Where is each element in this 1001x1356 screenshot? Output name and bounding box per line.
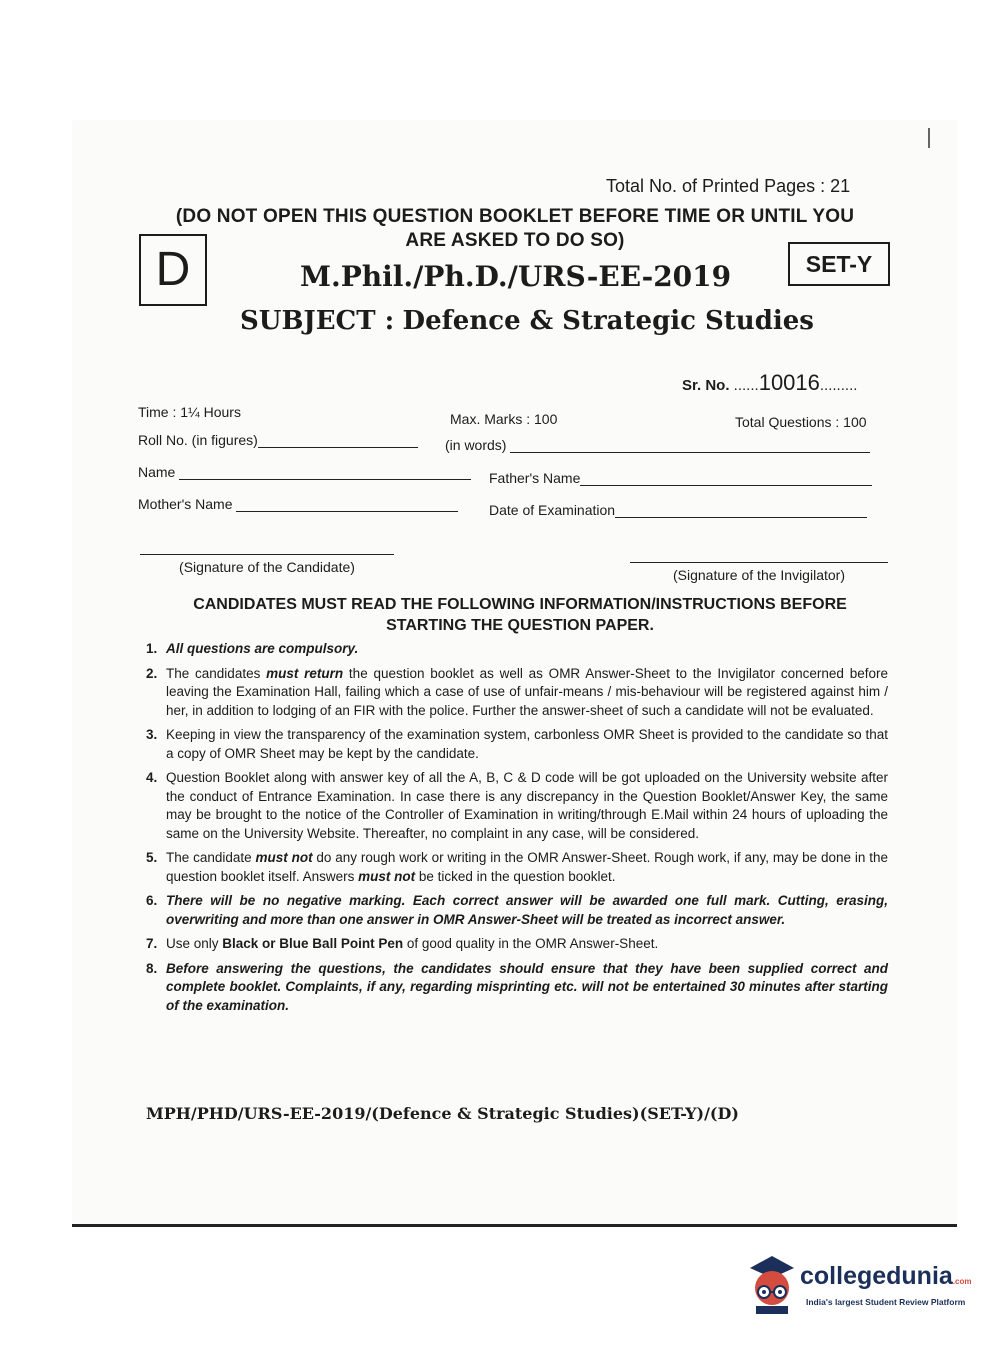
instruction-text: Question Booklet along with answer key of all the A, B, C & D code will be got uploaded on the University website after the conduct of Entrance Examination. In case there is any discrepancy in the Question Booklet/Answer Key, the same may be brought to the notice of the Controller of Examination in writing/through E.Mail within 24 hours of uploading the same on the University Website. Thereafter, no complaint in any case, will be considered. [166, 770, 888, 841]
serial-dots-pre: ...... [729, 377, 759, 394]
instructions-heading [140, 594, 900, 636]
instructions-list [140, 640, 888, 1021]
instruction-number: 2. [146, 665, 158, 681]
serial-dots-post: ......... [819, 377, 858, 394]
name-field[interactable] [138, 464, 471, 480]
roll-figures-label: Roll No. (in figures) [138, 432, 258, 448]
mothers-name-field[interactable] [138, 496, 458, 512]
fathers-name-field[interactable] [489, 470, 872, 486]
instruction-number: 4. [146, 770, 158, 785]
roll-figures-field[interactable] [138, 432, 418, 448]
instructions-heading-line-2: STARTING THE QUESTION PAPER. [386, 617, 654, 634]
instruction-text: The candidates [166, 665, 267, 681]
instruction-item [140, 665, 888, 721]
instruction-number: 5. [146, 850, 158, 865]
fathers-name-line [580, 471, 872, 486]
exam-title: M.Phil./Ph.D./URS-EE-2019 [300, 260, 732, 293]
subject [240, 306, 814, 336]
instruction-text: Before answering the questions, the candidates should ensure that they have been supplied correct and complete booklet. Complaints, if any, regarding misprinting etc. will not be entertained 30 minutes after starting of the examination. [166, 960, 888, 1013]
brand-text: collegedunia [800, 1262, 953, 1290]
brand-name [800, 1262, 971, 1291]
time-allowed: Time : 1¼ Hours [138, 404, 241, 420]
warning-line-1: (DO NOT OPEN THIS QUESTION BOOKLET BEFORE TIME OR UNTIL YOU [175, 206, 855, 227]
instruction-item [140, 849, 888, 886]
instruction-emphasis: Black or Blue Ball Point Pen [222, 936, 404, 951]
mothers-name-label: Mother's Name [138, 496, 233, 512]
instructions-heading-line-1: CANDIDATES MUST READ THE FOLLOWING INFORMATION/INSTRUCTIONS BEFORE [193, 596, 847, 613]
instruction-text: Keeping in view the transparency of the examination system, carbonless OMR Sheet is provided to the candidate so that a copy of OMR Sheet may be kept by the candidate. [166, 727, 888, 761]
instruction-number: 1. [146, 641, 158, 656]
roll-figures-line [258, 433, 418, 448]
instruction-emphasis: must return [266, 665, 344, 681]
roll-words-label: (in words) [445, 437, 507, 453]
instruction-number: 8. [146, 960, 158, 976]
instruction-item [140, 960, 888, 1016]
instruction-item [140, 769, 888, 843]
candidate-signature[interactable] [140, 554, 394, 575]
instruction-text: be ticked in the question booklet. [415, 868, 616, 884]
brand-suffix: .com [952, 1277, 972, 1286]
max-marks: Max. Marks : 100 [450, 411, 558, 427]
serial-value: 10016 [758, 370, 820, 395]
instruction-number: 7. [146, 936, 158, 951]
fathers-name-label: Father's Name [489, 470, 581, 486]
set-label: SET-Y [788, 242, 890, 286]
instruction-text: The candidate [166, 850, 256, 865]
instruction-item [140, 935, 888, 954]
total-pages: Total No. of Printed Pages : 21 [606, 176, 851, 196]
instruction-number: 6. [146, 893, 158, 908]
footer-code: MPH/PHD/URS-EE-2019/(Defence & Strategic Studies)(SET-Y)/(D) [146, 1104, 739, 1123]
date-of-exam-field[interactable] [489, 502, 867, 518]
subject-label: SUBJECT : [240, 306, 395, 336]
roll-words-field[interactable] [445, 437, 870, 453]
instruction-text: Use only [166, 936, 223, 951]
candidate-signature-label: (Signature of the Candidate) [140, 554, 394, 575]
invigilator-signature[interactable] [630, 562, 888, 583]
instruction-emphasis: must not [255, 850, 313, 865]
mascot-icon [742, 1250, 802, 1316]
instruction-text: All questions are compulsory. [166, 641, 359, 656]
instruction-number: 3. [146, 727, 158, 742]
instruction-item [140, 726, 888, 763]
mothers-name-line [236, 497, 458, 512]
name-line [179, 465, 471, 480]
roll-words-line [510, 438, 870, 453]
instruction-text: of good quality in the OMR Answer-Sheet. [403, 936, 659, 951]
subject-value: Defence & Strategic Studies [402, 306, 814, 336]
name-label: Name [138, 464, 176, 480]
instruction-emphasis: must not [358, 868, 416, 884]
booklet-code: D [139, 234, 207, 306]
instruction-item [140, 892, 888, 929]
instruction-text: the question booklet as well as OMR Answer-Sheet to the Invigilator concerned before leaving the Examination Hall, failing which a case of use of unfair-means / mis-behaviour will be registered against him / her, in addition to lodging of an FIR with the police. Further the answer-sheet of such a candidate will not be evaluated. [166, 665, 888, 718]
instruction-item [140, 640, 888, 659]
warning-line-2: ARE ASKED TO DO SO) [405, 230, 625, 251]
serial-label: Sr. No. [682, 377, 730, 394]
date-of-exam-line [615, 503, 867, 518]
instruction-text: There will be no negative marking. Each correct answer will be awarded one full mark. Cutting, erasing, overwriting and more than one answer in OMR Answer-Sheet will be treated as incorrect answer. [166, 893, 888, 927]
total-questions: Total Questions : 100 [735, 414, 867, 430]
scan-mark [928, 128, 930, 148]
serial-number [682, 370, 857, 396]
invigilator-signature-label: (Signature of the Invigilator) [630, 562, 888, 583]
instruction-text: do any rough work or writing in the OMR Answer-Sheet. Rough work, if any, may be done in the question booklet itself. Answers [166, 850, 888, 884]
brand-tagline: India's largest Student Review Platform [806, 1297, 966, 1307]
date-of-exam-label: Date of Examination [489, 502, 616, 518]
